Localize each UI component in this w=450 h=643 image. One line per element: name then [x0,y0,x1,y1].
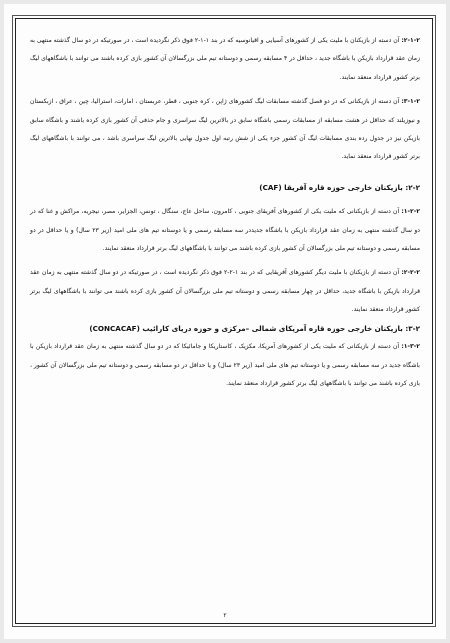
clause-2-1-3 [30,93,420,167]
clause-number: ۱-۲-۲: [401,208,420,216]
page-number: ۲ [223,612,227,619]
section-heading-caf: ۲-۲: بازیکنان خارجی حوزه قاره آفریقا (CAF) [259,182,420,192]
clause-number: ۲-۱-۲: [401,37,420,44]
clause-number: ۲-۲-۲: [401,269,421,277]
clause-text: آن دسته از بازیکنانی که ملیت یکی از کشورهای آفریقای جنوبی ، کامرون، ساحل عاج، سنگال ، تونس، الجزایر، مصر، نیجریه، مراکش و غنا که در دو سال گذشته منتهی به زمان عقد قرارداد بازیکن با باشگاه جدیددر سه مسابقه رسمی و یا دوستانه تیم های ملی امید (زیر ۲۳ سال) و یا حداقل در دو مسابقه رسمی و دوستانه تیم ملی بزرگسالان آن کشور بازی کرده باشند می توانند با باشگاههای لیگ برتر قرارداد منعقد نمایند. [30,208,420,253]
clause-text: آن دسته از بازیکنان با ملیت یکی از کشورهای آسیایی و اقیانوسیه که در بند ۱-۱-۲ فوق ذکر نگردیده است ، در صورتیکه در دو سال گذشته منتهی به زمان عقد قرارداد بازیکن با باشگاه جدید ، حداقل در ۴ مسابقه رسمی و دوستانه تیم ملی بزرگسالان آن کشور بازی کرده باشند می توانند با باشگاههای لیگ برتر کشور قرارداد منعقد نمایند. [29,37,420,81]
clause-number: ۳-۱-۲: [401,98,420,106]
clause-2-3-1 [30,338,420,393]
clause-2-2-1 [30,203,420,258]
document-page [4,4,446,639]
clause-text: آن دسته از بازیکنانی که در دو فصل گذشته مسابقات لیگ کشورهای ژاپن ، کره جنوبی ، قطر، عربستان ، امارات، استرالیا، چین ، عراق ، ازبکستان و نیوزیلند که حداقل در هشت مسابقه از مسابقات رسمی باشگاه سابق در بالاترین لیگ سراسری و جام حذفی آن کشور بازی کرده باشند و باشگاه سابق بازیکن نیز در جدول رده بندی مسابقات لیگ آن کشور جزء یکی از شش رتبه اول جدول نهایی بالاترین لیگ سراسری باشد ، می توانند با باشگاههای لیگ برتر کشور قرارداد منعقد نماید. [30,98,420,161]
clause-2-2-2 [30,264,420,319]
document-body [30,32,420,393]
clause-number: ۱-۳-۲: [401,343,420,351]
section-heading-concacaf: ۳-۲: بازیکنان خارجی حوزه قاره آمریکای شمالی –مرکزی و حوزه دریای کارائیب (CONCACAF) [89,323,420,333]
clause-text: آن دسته از بازیکنان با ملیت دیگر کشورهای آفریقایی که در بند ۱-۲-۲ فوق ذکر نگردیده است ، در صورتیکه در دو سال گذشته منتهی به زمان عقد قرارداد بازیکن با باشگاه جدید، حداقل در چهار مسابقه رسمی و دوستانه تیم ملی بزرگسالان آن کشور بازی کرده باشند می توانند با باشگاههای لیگ برتر کشور قرارداد منعقد نمایند. [30,269,420,314]
clause-2-1-2 [30,32,420,87]
clause-text: آن دسته از بازیکنانی که ملیت یکی از کشورهای آمریکا، مکزیک ، کاستاریکا و جامائیکا که در دو سال گذشته منتهی به زمان عقد قرارداد بازیکن با باشگاه جدید در سه مسابقه رسمی و یا دوستانه تیم های ملی امید (زیر ۲۳ سال) و یا حداقل در دو مسابقه رسمی و دوستانه تیم ملی بزرگسالان آن کشور ، بازی کرده باشند می توانند با باشگاههای لیگ برتر کشور قرارداد منعقد نمایند. [30,343,421,387]
